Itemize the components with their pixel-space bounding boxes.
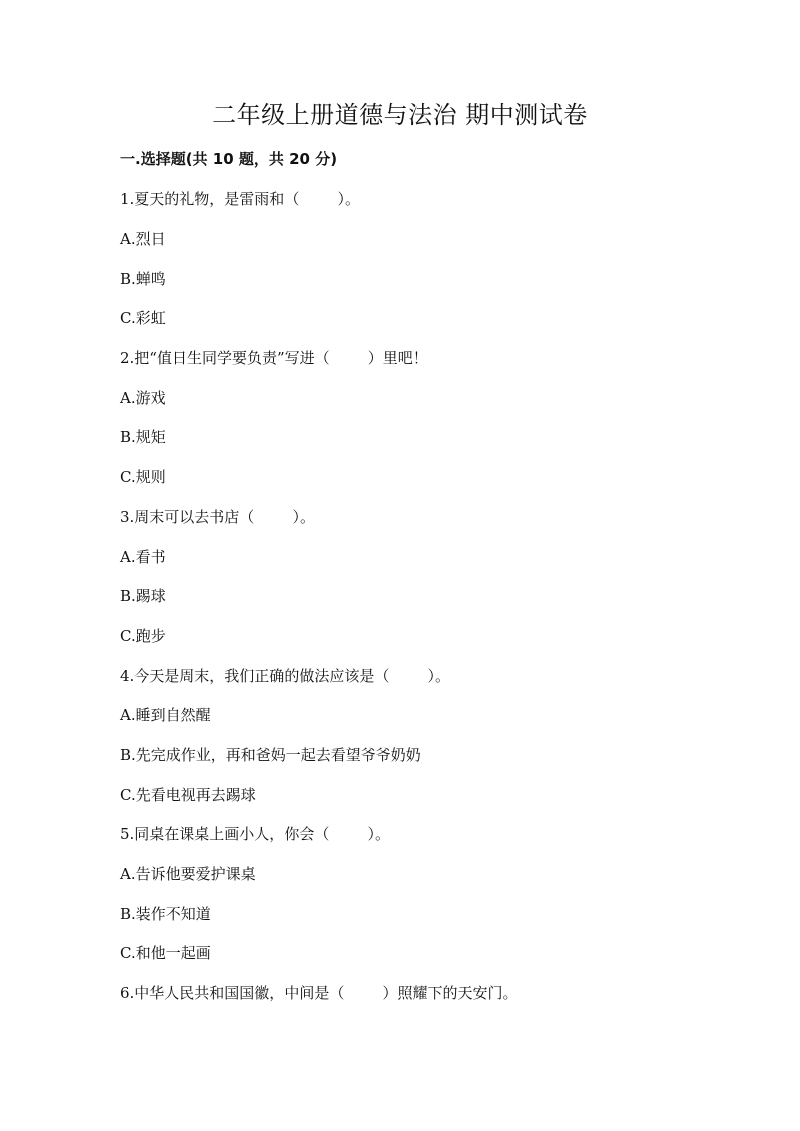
- answer-option: C.规则: [120, 468, 166, 486]
- question-stem: 1.夏天的礼物，是雷雨和（ ）。: [120, 190, 360, 208]
- answer-option: A.游戏: [120, 389, 166, 407]
- question-stem: 3.周末可以去书店（ ）。: [120, 508, 315, 526]
- answer-option: B.装作不知道: [120, 905, 211, 923]
- answer-option: C.和他一起画: [120, 944, 211, 962]
- answer-option: C.跑步: [120, 627, 166, 645]
- question-stem: 5.同桌在课桌上画小人，你会（ ）。: [120, 825, 390, 843]
- answer-option: B.规矩: [120, 428, 166, 446]
- section-heading: 一.选择题(共 10 题，共 20 分): [120, 150, 338, 168]
- answer-option: C.彩虹: [120, 309, 166, 327]
- answer-option: B.踢球: [120, 587, 166, 605]
- answer-option: B.蝉鸣: [120, 270, 166, 288]
- question-stem: 6.中华人民共和国国徽，中间是（ ）照耀下的天安门。: [120, 984, 518, 1002]
- answer-option: A.告诉他要爱护课桌: [120, 865, 256, 883]
- question-stem: 4.今天是周末，我们正确的做法应该是（ ）。: [120, 667, 450, 685]
- answer-option: A.烈日: [120, 230, 166, 248]
- page-title: 二年级上册道德与法治 期中测试卷: [212, 101, 588, 129]
- question-stem: 2.把“值日生同学要负责”写进（ ）里吧！: [120, 349, 428, 367]
- answer-option: A.看书: [120, 548, 166, 566]
- answer-option: A.睡到自然醒: [120, 706, 211, 724]
- answer-option: B.先完成作业，再和爸妈一起去看望爷爷奶奶: [120, 746, 421, 764]
- answer-option: C.先看电视再去踢球: [120, 786, 256, 804]
